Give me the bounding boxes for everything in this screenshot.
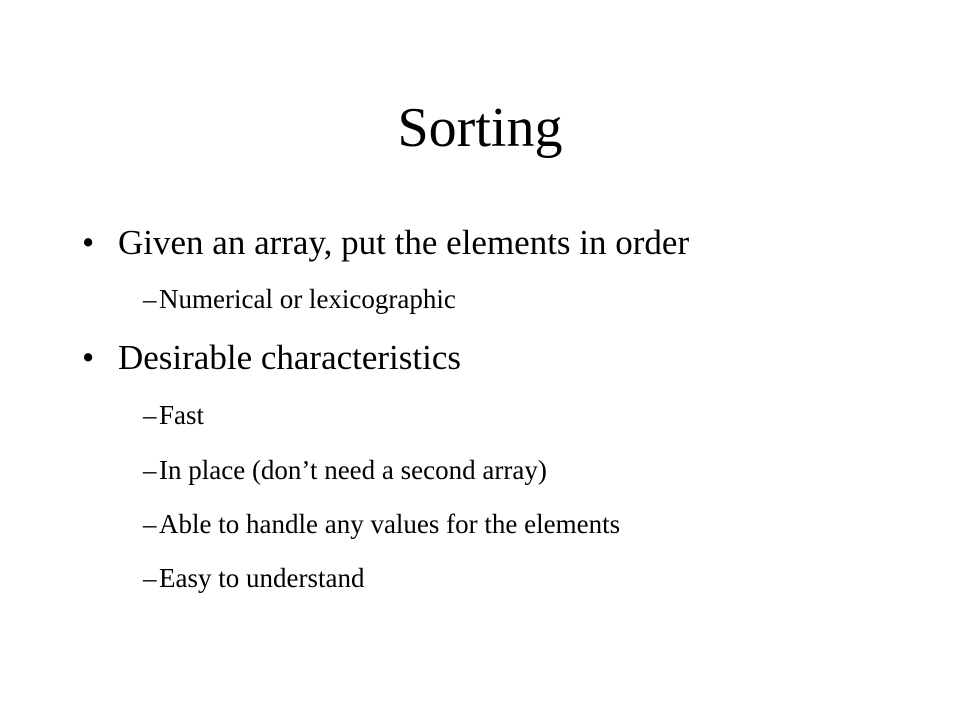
bullet-item [82,336,461,380]
sub-bullet-marker: – [143,455,157,485]
sub-bullet-text: Numerical or lexicographic [159,284,456,314]
slide-title: Sorting [397,97,563,159]
bullet-marker: • [82,223,95,262]
sub-bullet-item [143,453,547,487]
sub-bullet-item [143,507,620,541]
bullet-item [82,221,689,265]
sub-bullet-item [143,561,364,595]
sub-bullet-marker: – [143,400,157,430]
sub-bullet-marker: – [143,563,157,593]
bullet-marker: • [82,338,95,377]
bullet-text: Desirable characteristics [118,338,462,377]
sub-bullet-text: Able to handle any values for the elements [159,509,621,539]
sub-bullet-marker: – [143,284,157,314]
sub-bullet-text: In place (don’t need a second array) [159,455,547,485]
sub-bullet-marker: – [143,509,157,539]
sub-bullet-text: Fast [159,400,205,430]
sub-bullet-item [143,282,456,316]
bullet-text: Given an array, put the elements in order [118,223,690,262]
sub-bullet-text: Easy to understand [159,563,365,593]
sub-bullet-item [143,398,204,432]
